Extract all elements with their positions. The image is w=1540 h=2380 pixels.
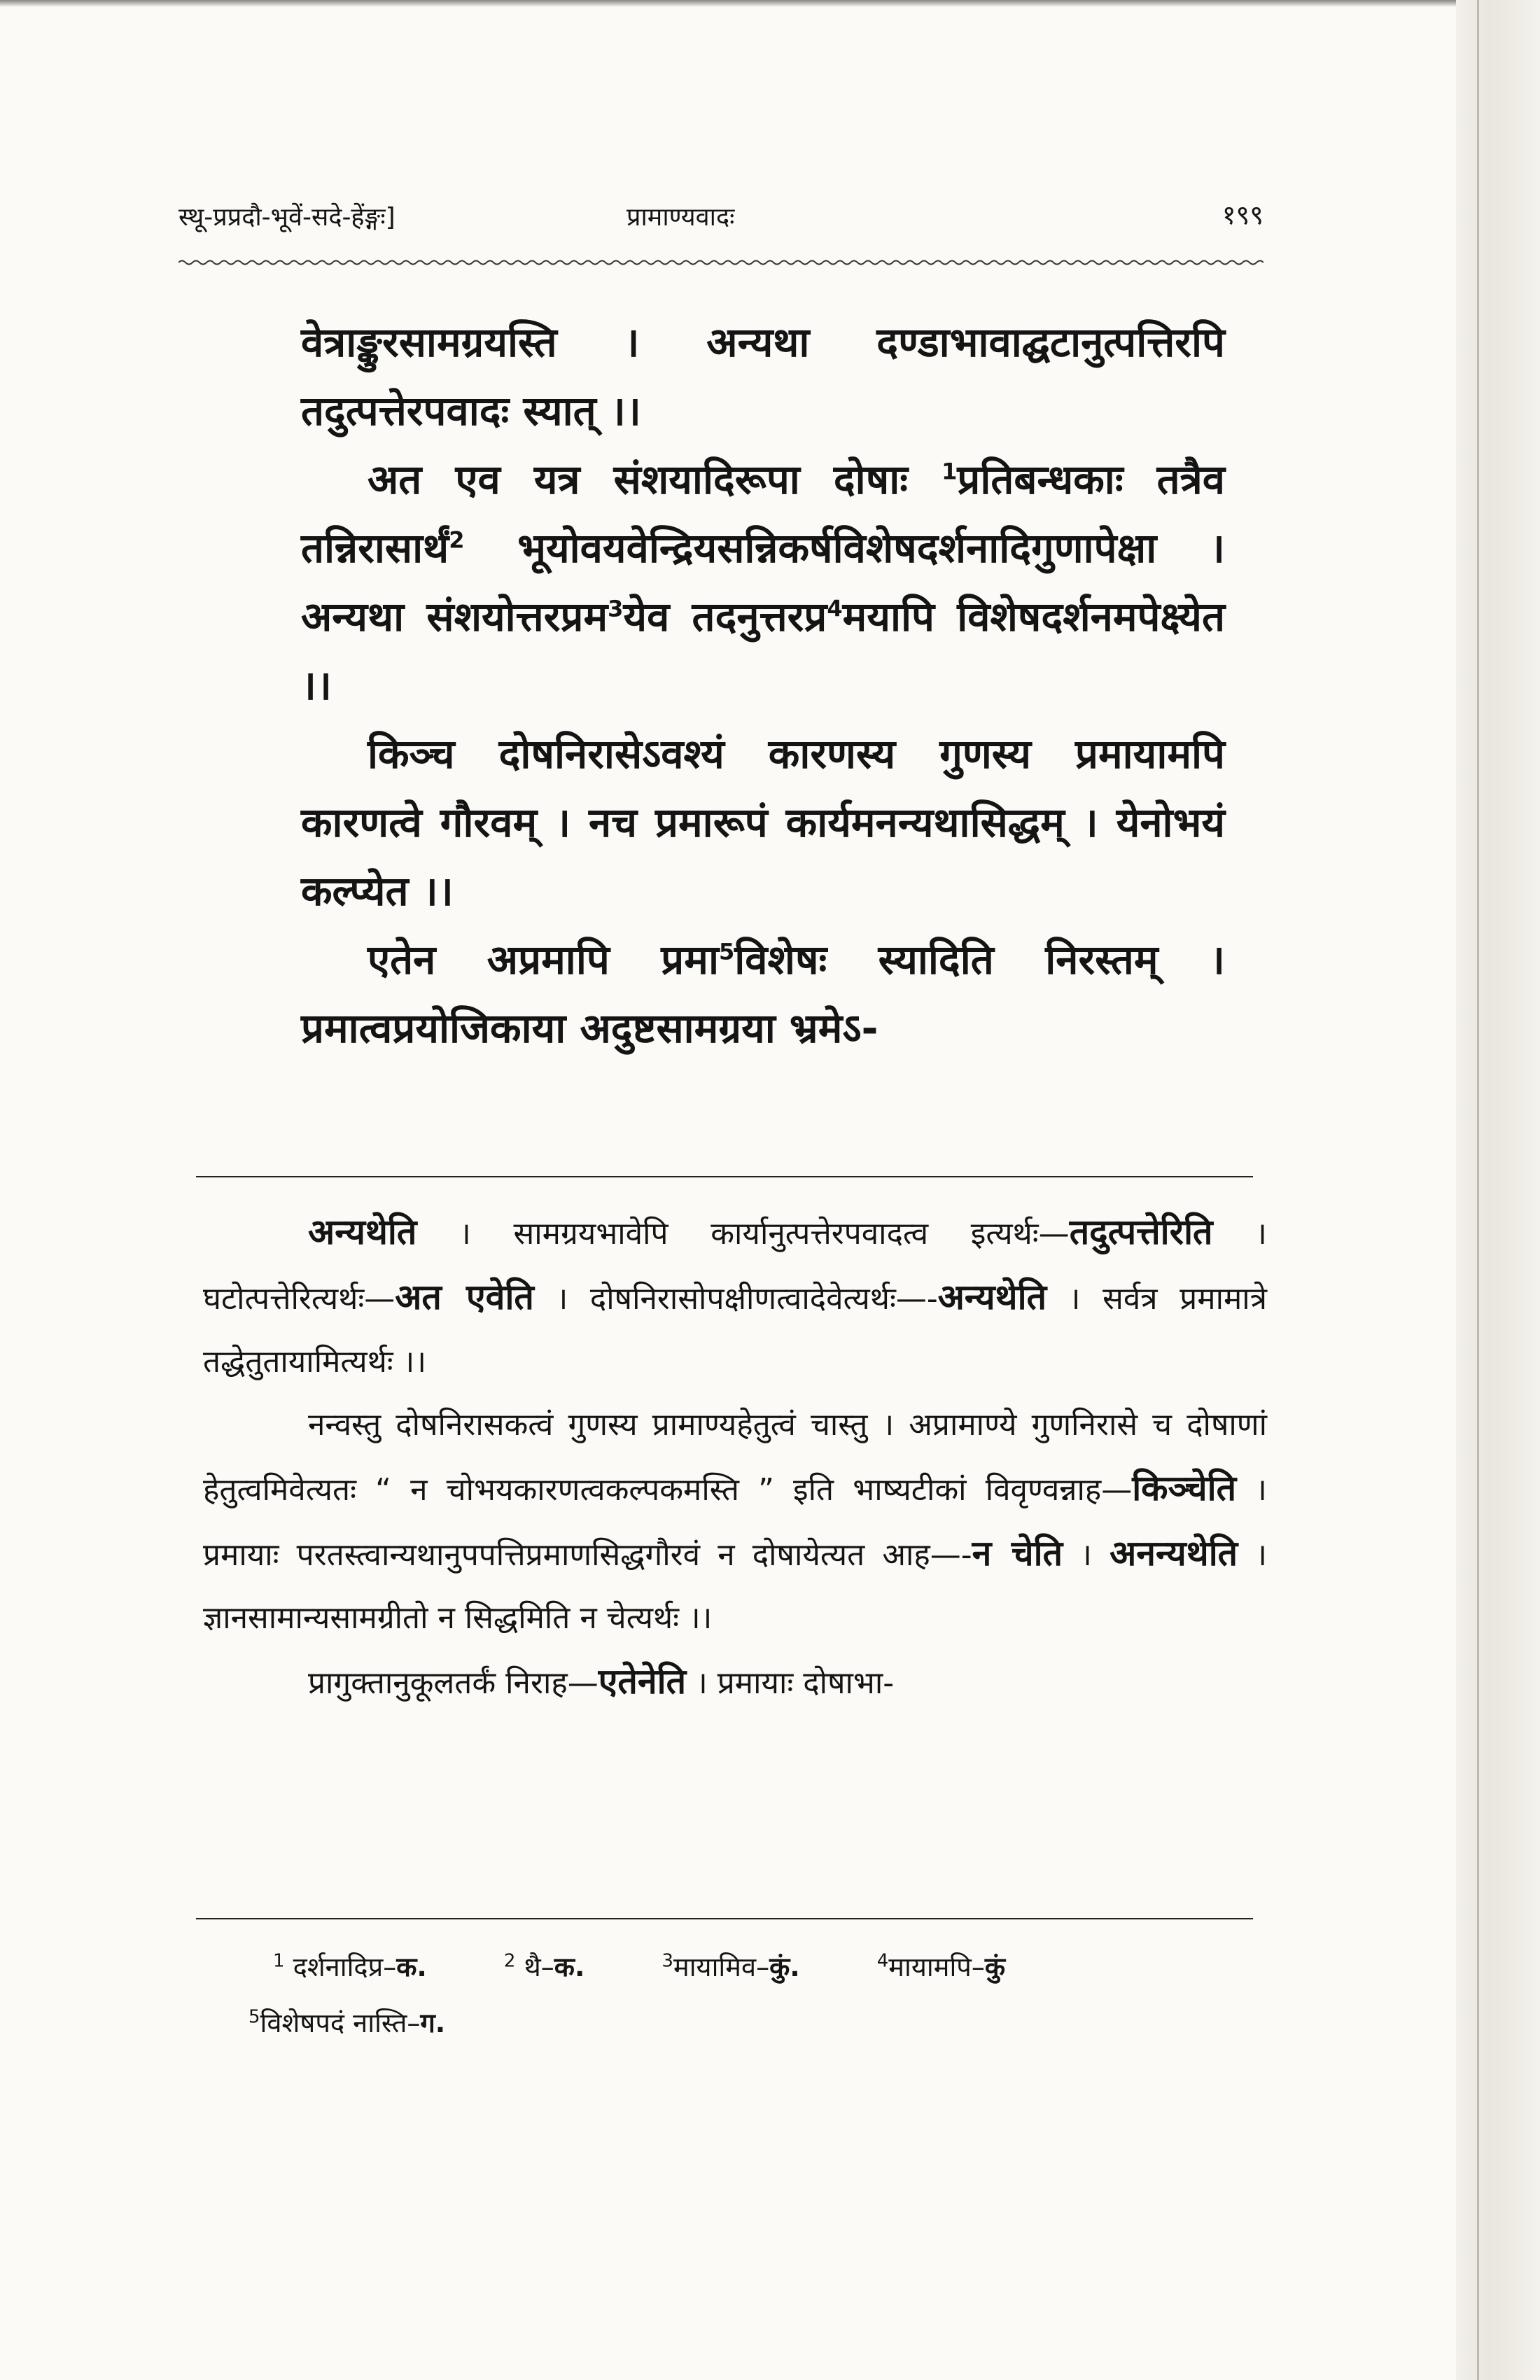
- footnote-source: ग.: [420, 2008, 446, 2038]
- main-paragraph-1: वेत्राङ्कुरसामग्रयस्ति । अन्यथा दण्डाभावाद्घटानुत्पत्तिरपि तदुत्पत्तेरपवादः स्यात् ।।: [301, 318, 1225, 435]
- footnote-text: मायामिव–: [673, 1952, 770, 1982]
- commentary-keyword: अनन्यथेति: [1110, 1533, 1238, 1574]
- footnote-ref-2: 2: [449, 526, 465, 554]
- commentary-paragraph-1: [203, 1200, 1267, 1394]
- main-paragraph-3: किञ्च दोषनिरासेऽवश्यं कारणस्य गुणस्य प्रमायामपि कारणत्वे गौरवम् । नच प्रमारूपं कार्यमनन्यथासिद्धम् । येनोभयं कल्प्येत ।।: [301, 730, 1225, 915]
- main-p2-part-a: अत एव यत्र संशयादिरूपा दोषाः: [368, 456, 908, 503]
- commentary-keyword: अत एवेति: [395, 1277, 534, 1317]
- commentary-text: । प्रमायाः दोषाभा-: [696, 1665, 895, 1701]
- main-p2-part-b: प्रतिबन्धकाः तत्रैव तन्निरासार्थं: [301, 456, 1225, 572]
- commentary-text: । सामग्रयभावेपि कार्यानुत्पत्तेरपवादत्व इत्यर्थः—: [459, 1216, 1070, 1252]
- footnote-ref-5: 5: [718, 938, 735, 965]
- main-p4-part-a: एतेन अप्रमापि प्रमा: [368, 936, 719, 983]
- footnote-ref-4: 4: [827, 595, 843, 622]
- footnote-number: 1: [273, 1950, 285, 1972]
- scan-top-shadow: [0, 0, 1540, 7]
- commentary-text: ।: [1080, 1537, 1092, 1573]
- main-paragraph-2: [301, 445, 1225, 720]
- running-head: [178, 189, 1264, 245]
- footnote-source: क.: [396, 1952, 427, 1982]
- commentary-paragraph-3: [203, 1650, 1267, 1715]
- footnote-text: मायामपि–: [888, 1952, 985, 1982]
- main-p4-part-b: विशेषः स्यादिति निरस्तम् । प्रमात्वप्रयोजिकाया अदुष्टसामग्रया भ्रमेऽ-: [301, 936, 1225, 1052]
- commentary-keyword: एतेनेति: [598, 1661, 687, 1702]
- main-paragraph-4: [301, 925, 1225, 1063]
- footnote-number: 4: [876, 1950, 889, 1972]
- page-edge: [1456, 0, 1540, 2380]
- footnote-5: [248, 1995, 445, 2051]
- commentary-divider: [196, 1176, 1253, 1177]
- footnote-number: 5: [248, 2006, 260, 2028]
- commentary-text: प्रागुक्तानुकूलतर्कं निराह—: [308, 1665, 598, 1701]
- main-text: [301, 308, 1225, 1063]
- running-head-left: स्थू-प्रप्रदौ-भूवें-सदे-हेंङ्गः]: [178, 203, 396, 232]
- footnote-number: 3: [662, 1950, 673, 1972]
- footnote-2: [504, 1939, 585, 1995]
- main-p2-part-c: भूयोवयवेन्द्रियसन्निकर्षविशेषदर्शनादिगुणापेक्षा । अन्यथा संशयोत्तरप्रम: [301, 524, 1225, 640]
- commentary-text: । घटोत्पत्तेरित्यर्थः—: [203, 1216, 1267, 1317]
- footnotes-divider: [196, 1918, 1253, 1919]
- footnote-ref-1: 1: [941, 458, 958, 485]
- commentary-keyword: अन्यथेति: [308, 1212, 417, 1252]
- footnote-number: 2: [503, 1950, 516, 1972]
- footnote-text: दर्शनादिप्र–: [293, 1952, 397, 1982]
- main-p2-part-e: मयापि विशेषदर्शनमपेक्ष्येत ।।: [301, 593, 1226, 709]
- footnote-source: क.: [554, 1952, 585, 1982]
- page-number: १९९: [1222, 200, 1264, 230]
- page-edge-line: [1477, 0, 1479, 2380]
- commentary-text: । सर्वत्र प्रमामात्रे तद्धेतुतायामित्यर्थः ।।: [203, 1281, 1267, 1380]
- footnote-source: कुं: [984, 1952, 1006, 1982]
- commentary-text: नन्वस्तु दोषनिरासकत्वं गुणस्य प्रामाण्यहेतुत्वं चास्तु । अप्रामाण्ये गुणनिरासे च दोषाणां हेतुत्वमिवेत्यतः “ न चोभयकारणत्वकल्पकमस्ति ” इति भाष्यटीकां विवृण्वन्नाह—: [203, 1407, 1267, 1508]
- commentary-keyword: न चेति: [972, 1533, 1063, 1574]
- commentary-keyword: अन्यथेति: [937, 1277, 1047, 1317]
- running-head-title: प्रामाण्यवादः: [626, 203, 735, 232]
- footnote-ref-3: 3: [608, 595, 624, 622]
- commentary-keyword: तदुत्पत्तेरिति: [1069, 1212, 1213, 1252]
- footnotes-row-1: [273, 1939, 1281, 1995]
- footnotes: [248, 1939, 1281, 2051]
- commentary-text: । दोषनिरासोपक्षीणत्वादेवेत्यर्थः—-: [556, 1281, 938, 1317]
- commentary-keyword: किञ्चेति: [1132, 1468, 1237, 1508]
- footnote-text: थै–: [524, 1952, 554, 1982]
- commentary-text: । ज्ञानसामान्यसामग्रीतो न सिद्धमिति न चेत्यर्थः ।।: [203, 1537, 1267, 1636]
- commentary: [203, 1200, 1267, 1715]
- footnote-1: [273, 1939, 427, 1995]
- footnotes-row-2: [248, 1995, 1281, 2051]
- commentary-paragraph-2: [203, 1394, 1267, 1650]
- wavy-header-rule: [178, 258, 1264, 267]
- footnote-source: कुं.: [769, 1952, 800, 1982]
- footnote-text: विशेषपदं नास्ति–: [260, 2008, 421, 2038]
- footnote-4: [877, 1939, 1005, 1995]
- footnote-3: [662, 1939, 799, 1995]
- main-p2-part-d: येव तदनुत्तरप्र: [623, 593, 827, 640]
- commentary-text: । प्रमायाः परतस्त्वान्यथानुपपत्तिप्रमाणसिद्धगौरवं न दोषायेत्यत आह—-: [203, 1472, 1267, 1573]
